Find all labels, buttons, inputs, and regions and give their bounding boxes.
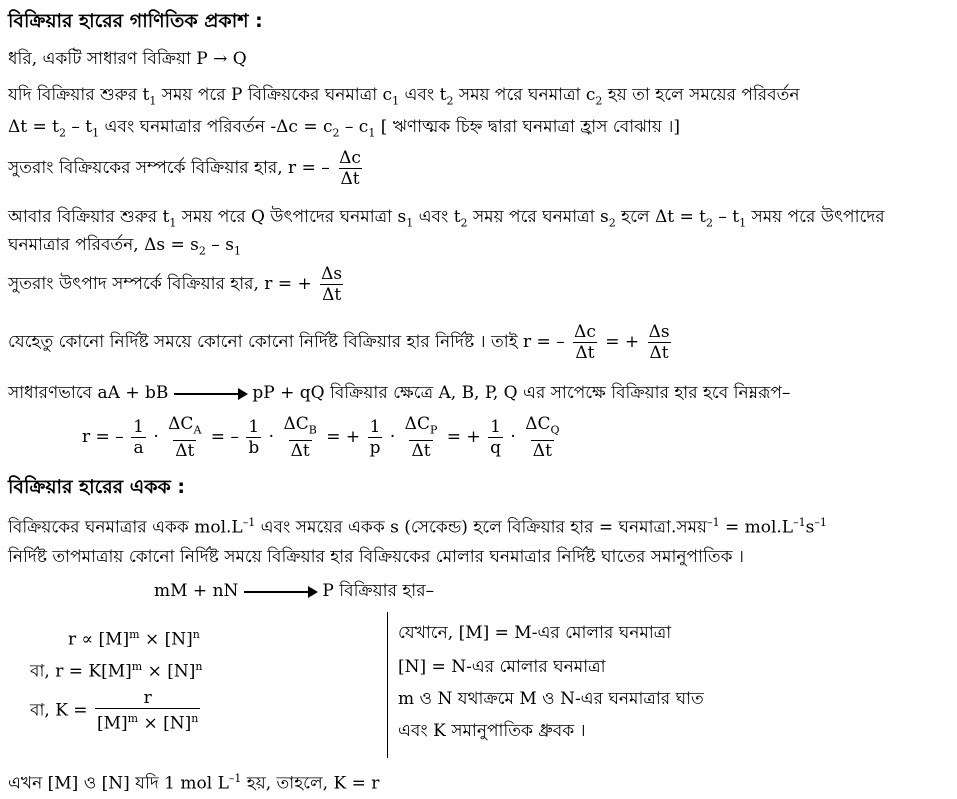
text-line-k-equals-r: এখন [M] ও [N] যদি 1 mol $L^{-1}$ হয়, তাহলে, K = r bbox=[8, 772, 380, 794]
fraction-ds-dt-2: $\frac{\Delta s}{\Delta t}$ bbox=[648, 322, 670, 363]
equation-proportional: $r \propto [M]^m \times [N]^n$ bbox=[68, 628, 200, 650]
text-line-delta-definitions: $\Delta t = t_2 - t_1$ এবং ঘনমাত্রার পরিবর্তন $-\Delta c = c_2 - c_1$ [ ঋণাত্মক চিহ্ন দ্বারা ঘনমাত্রা হ্রাস বোঝায় ।] bbox=[8, 117, 681, 140]
reaction-arrow-icon bbox=[174, 393, 246, 395]
equation-product-rate: সুতরাং উৎপাদ সম্পর্কে বিক্রিয়ার হার, r = + $\frac{\Delta s}{\Delta t}$ bbox=[8, 264, 343, 305]
equation-combined-rate: যেহেতু কোনো নির্দিষ্ট সময়ে কোনো কোনো নির্দিষ্ট বিক্রিয়ার হার নির্দিষ্ট । তাই r = – $\frac{\Delta c}{\Delta t}$ = + $\frac{\Delta s}{\Delta t}$ bbox=[8, 322, 670, 363]
equation-general-rate: r = – $\frac{1}{a}$ · $\frac{\Delta C_A}{\Delta t}$ = – $\frac{1}{b}$ · $\frac{\Delta C_B}{\Delta t}$ = + $\frac{1}{p}$ · $\frac{\Delta C_P}{\Delta t}$ = + $\frac{1}{q}$ · $\frac{\Delta C_Q}{\Delta t}$ bbox=[82, 414, 560, 462]
definition-exponents: m ও N যথাক্রমে M ও N-এর ঘনমাত্রার ঘাত bbox=[398, 689, 704, 709]
divider-line bbox=[387, 612, 388, 758]
text-line-rate-unit: বিক্রিয়কের ঘনমাত্রার একক $mol.L^{-1}$ এবং সময়ের একক s (সেকেন্ড) হলে বিক্রিয়ার হার = ঘনমাত্রা.সময়$^{-1}$ = $mol.L^{-1}s^{-1}$ bbox=[8, 516, 827, 538]
fraction-k: $\frac{r}{[M]^m \times [N]^n}$ bbox=[96, 688, 199, 734]
equation-rate-law: বা, $r = K[M]^m \times [N]^n$ bbox=[30, 660, 203, 682]
fraction-ds-dt: $\frac{\Delta s}{\Delta t}$ bbox=[321, 264, 343, 305]
definition-k: এবং K সমানুপাতিক ধ্রুবক । bbox=[398, 721, 586, 741]
equation-reactant-rate: সুতরাং বিক্রিয়কের সম্পর্কে বিক্রিয়ার হার, r = – $\frac{\Delta c}{\Delta t}$ bbox=[8, 148, 361, 189]
section-heading-rate-unit: বিক্রিয়ার হারের একক : bbox=[8, 476, 185, 498]
equation-k-definition: বা, K = $\frac{r}{[M]^m \times [N]^n}$ bbox=[30, 688, 199, 734]
text-line-product-concentration: আবার বিক্রিয়ার শুরুর $t_1$ সময় পরে Q উৎপাদের ঘনমাত্রা $s_1$ এবং $t_2$ সময় পরে ঘনমাত্রা $s_2$ হলে $\Delta t = t_2 - t_1$ সময় পরে উৎপাদের bbox=[8, 207, 885, 230]
fraction-dc-dt: $\frac{\Delta c}{\Delta t}$ bbox=[339, 148, 361, 189]
text-line-general-rate-intro: সাধারণভাবে aA + bB pP + qQ বিক্রিয়ার ক্ষেত্রে A, B, P, Q এর সাপেক্ষে বিক্রিয়ার হার হবে নিম্নরূপ– bbox=[8, 383, 791, 403]
text-line-product-delta: ঘনমাত্রার পরিবর্তন, $\Delta s = s_2 - s_1$ bbox=[8, 235, 241, 258]
section-heading-rate-expression: বিক্রিয়ার হারের গাণিতিক প্রকাশ : bbox=[8, 10, 263, 32]
equation-reaction-mn: mM + nN P বিক্রিয়ার হার– bbox=[154, 581, 435, 601]
text-line-concentration-time: যদি বিক্রিয়ার শুরুর $t_1$ সময় পরে P বিক্রিয়কের ঘনমাত্রা $c_1$ এবং $t_2$ সময় পরে ঘনমাত্রা $c_2$ হয় তা হলে সময়ের পরিবর্তন bbox=[8, 85, 800, 108]
definition-m: যেখানে, [M] = M-এর মোলার ঘনমাত্রা bbox=[398, 623, 672, 643]
fraction-dc-dt-2: $\frac{\Delta c}{\Delta t}$ bbox=[574, 322, 596, 363]
text-line-proportionality: নির্দিষ্ট তাপমাত্রায় কোনো নির্দিষ্ট সময়ে বিক্রিয়ার হার বিক্রিয়কের মোলার ঘনমাত্রার নির্দিষ্ট ঘাতের সমানুপাতিক । bbox=[8, 547, 744, 567]
definition-n: [N] = N-এর মোলার ঘনমাত্রা bbox=[398, 657, 606, 677]
text-line-general-reaction: ধরি, একটি সাধারণ বিক্রিয়া P → Q bbox=[8, 49, 247, 69]
reaction-arrow-icon bbox=[244, 591, 316, 593]
